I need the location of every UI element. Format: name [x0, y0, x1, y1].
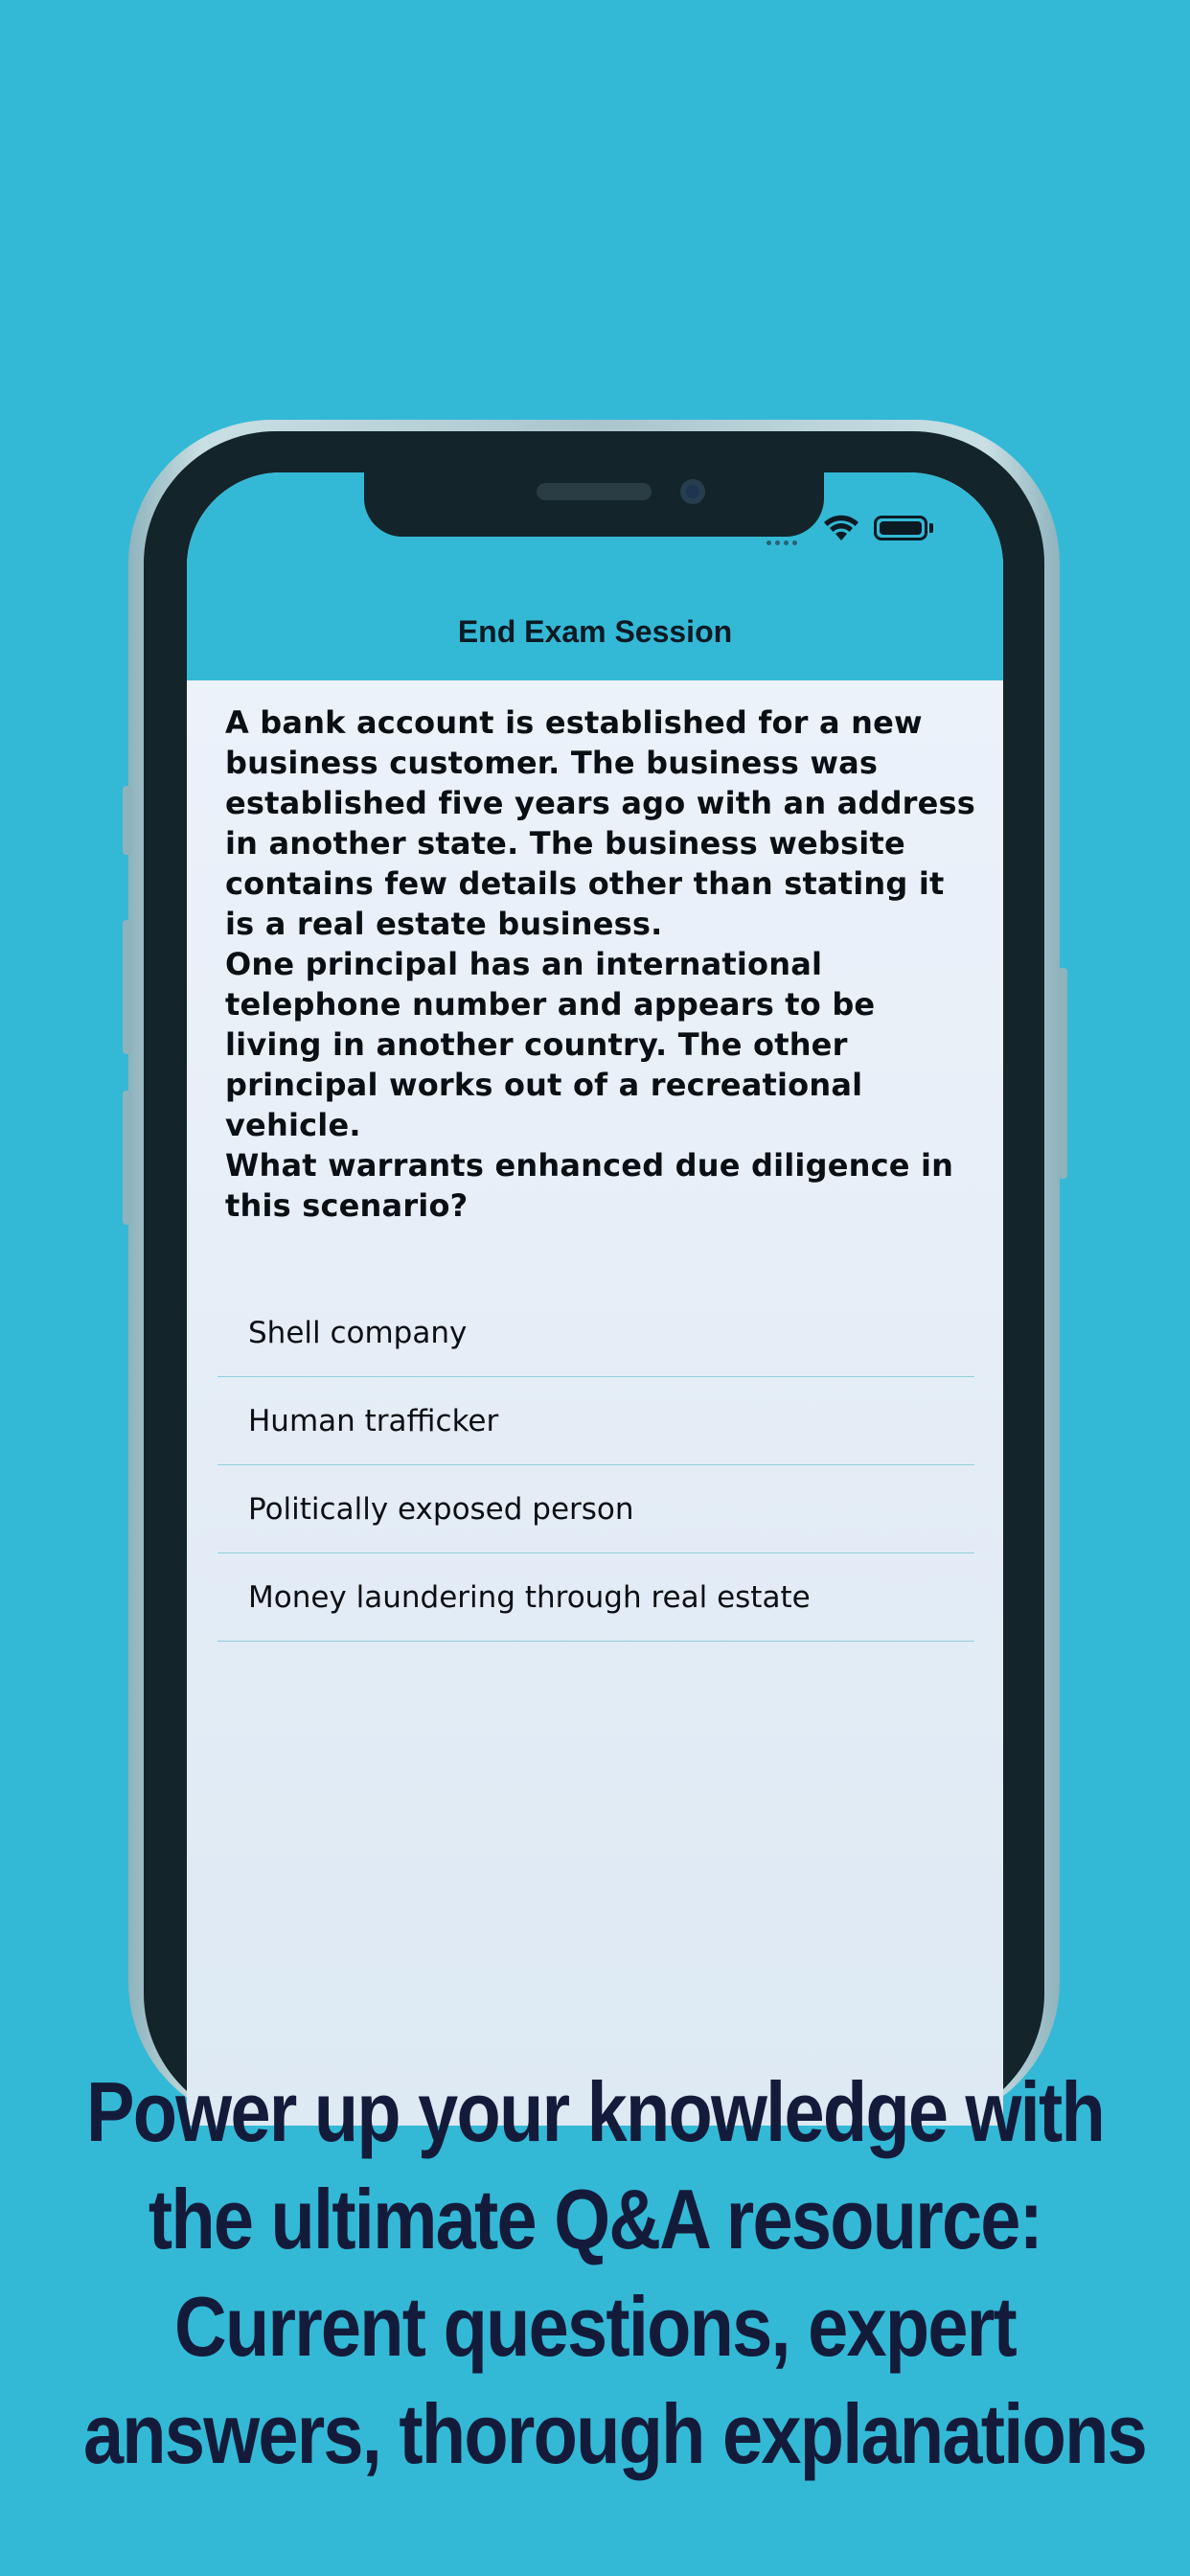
headline-line: Current questions, expert [174, 2279, 1016, 2374]
headline-line: answers, thorough explanations [82, 2386, 1146, 2481]
phone-volume-up [123, 920, 132, 1054]
battery-cap [929, 523, 933, 533]
phone-volume-down [123, 1091, 132, 1225]
phone-power-button [1058, 968, 1067, 1179]
wifi-icon [822, 512, 860, 542]
signal-icon [767, 531, 801, 549]
front-camera [680, 479, 705, 504]
app-screen [187, 472, 1003, 2126]
headline-line: Power up your knowledge with [86, 2064, 1104, 2159]
answer-option[interactable]: Money laundering through real estate [217, 1553, 974, 1642]
phone-mute-switch [123, 786, 132, 855]
answer-option[interactable]: Human trafficker [217, 1377, 974, 1465]
question-paragraph: What warrants enhanced due diligence in this scenario? [225, 1147, 954, 1224]
question-paragraph: A bank account is established for a new business customer. The business was established five years ago with an address in another state. The business website contains few details other than stating it is a real estate business. [225, 704, 976, 942]
answer-options-list [217, 1289, 974, 1642]
promo-headline [82, 2058, 1146, 2488]
answer-option[interactable]: Politically exposed person [217, 1465, 974, 1553]
status-bar [767, 512, 939, 546]
answer-option[interactable]: Shell company [217, 1289, 974, 1377]
end-exam-session-button[interactable]: End Exam Session [457, 614, 733, 649]
headline-line: the ultimate Q&A resource: [148, 2172, 1042, 2266]
question-paragraph: One principal has an international telephone number and appears to be living in another country. The other principal works out of a recreational vehicle. [225, 946, 876, 1143]
speaker-grille [537, 483, 652, 500]
question-text [225, 702, 982, 1226]
battery-icon [874, 516, 927, 540]
